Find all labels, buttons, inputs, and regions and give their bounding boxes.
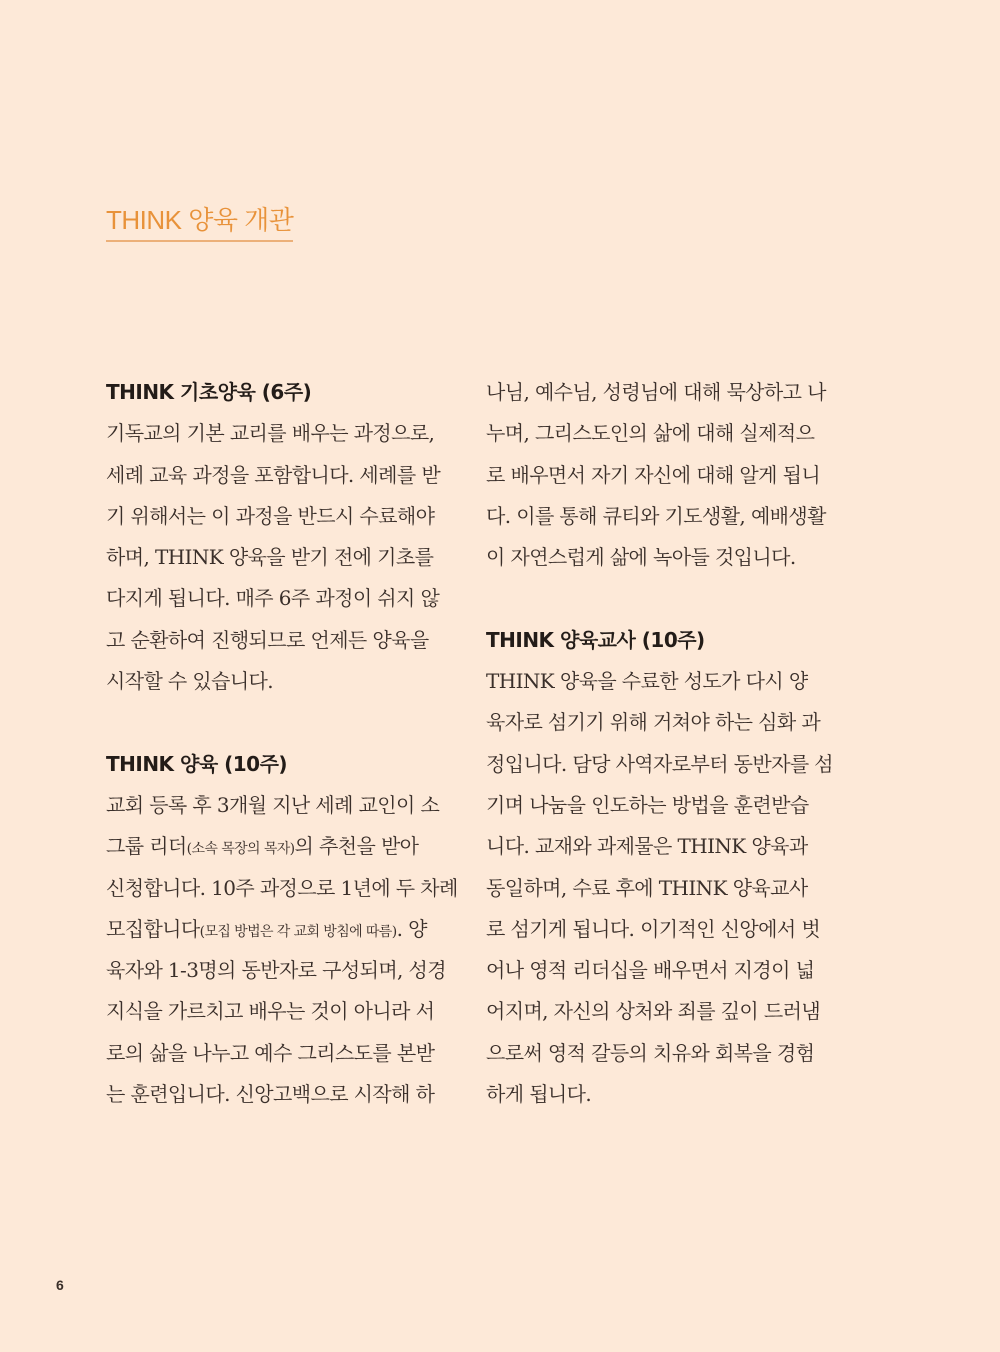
parenthetical-note: (소속 목장의 목자) (186, 841, 295, 858)
paragraph-line: 다. 이를 통해 큐티와 기도생활, 예배생활 (486, 503, 826, 528)
section-gap (486, 578, 828, 619)
paragraph-line: 고 순환하여 진행되므로 언제든 양육을 (106, 627, 429, 652)
parenthetical-note: (모집 방법은 각 교회 방침에 따름) (199, 923, 397, 940)
paragraph-line: 육자와 1-3명의 동반자로 구성되며, 성경 (106, 958, 446, 983)
paragraph-line (106, 909, 448, 950)
paragraph-line: 시작할 수 있습니다. (106, 669, 274, 694)
paragraph-line: 로 배우면서 자기 자신에 대해 알게 됩니 (486, 462, 821, 487)
paragraph-line: 세례 교육 과정을 포함합니다. 세례를 받 (106, 462, 441, 487)
paragraph-line: 는 훈련입니다. 신앙고백으로 시작해 하 (106, 1082, 435, 1107)
paragraph-line: 정입니다. 담당 사역자로부터 동반자를 섬 (486, 751, 834, 776)
paragraph-line: 신청합니다. 10주 과정으로 1년에 두 차례 (106, 875, 458, 900)
section-heading-basic: THINK 기초양육 (6주) (106, 380, 312, 404)
paragraph-line: 기며 나눔을 인도하는 방법을 훈련받습 (486, 792, 809, 817)
text-run: . 양 (396, 916, 427, 941)
text-run: 그룹 리더 (106, 834, 187, 859)
paragraph-line: 하게 됩니다. (486, 1082, 592, 1107)
paragraph-line: 로의 삶을 나누고 예수 그리스도를 본받 (106, 1040, 435, 1065)
paragraph-line: 육자로 섬기기 위해 거쳐야 하는 심화 과 (486, 710, 821, 735)
paragraph-line: 지식을 가르치고 배우는 것이 아니라 서 (106, 999, 435, 1024)
paragraph-line: 나님, 예수님, 성령님에 대해 묵상하고 나 (486, 380, 826, 404)
paragraph-line: 누며, 그리스도인의 삶에 대해 실제적으 (486, 421, 815, 446)
text-run: 의 추천을 받아 (294, 834, 419, 859)
paragraph-line: 어지며, 자신의 상처와 죄를 깊이 드러냄 (486, 999, 821, 1024)
paragraph-line: 기 위해서는 이 과정을 반드시 수료해야 (106, 503, 435, 528)
paragraph-line: 니다. 교재와 과제물은 THINK 양육과 (486, 834, 808, 859)
right-column (486, 372, 834, 1115)
left-column (106, 372, 458, 1115)
paragraph-line (106, 826, 448, 867)
section-heading-teacher: THINK 양육교사 (10주) (486, 627, 705, 652)
paragraph-line: THINK 양육을 수료한 성도가 다시 양 (486, 669, 808, 694)
text-run: 모집합니다 (106, 916, 200, 941)
paragraph-line: 어나 영적 리더십을 배우면서 지경이 넓 (486, 958, 815, 983)
paragraph-line: 하며, THINK 양육을 받기 전에 기초를 (106, 545, 434, 570)
paragraph-line: 동일하며, 수료 후에 THINK 양육교사 (486, 875, 808, 900)
paragraph-line: 교회 등록 후 3개월 지난 세례 교인이 소 (106, 792, 440, 817)
section-heading-nurture: THINK 양육 (10주) (106, 751, 288, 776)
paragraph-line: 기독교의 기본 교리를 배우는 과정으로, (106, 421, 435, 446)
page-number: 6 (56, 1277, 64, 1293)
page-title: THINK 양육 개관 (106, 200, 293, 242)
paragraph-line: 이 자연스럽게 삶에 녹아들 것입니다. (486, 545, 796, 570)
paragraph-line: 다지게 됩니다. 매주 6주 과정이 쉬지 않 (106, 586, 440, 611)
section-gap (106, 702, 448, 743)
paragraph-line: 으로써 영적 갈등의 치유와 회복을 경험 (486, 1040, 815, 1065)
paragraph-line: 로 섬기게 됩니다. 이기적인 신앙에서 벗 (486, 916, 821, 941)
